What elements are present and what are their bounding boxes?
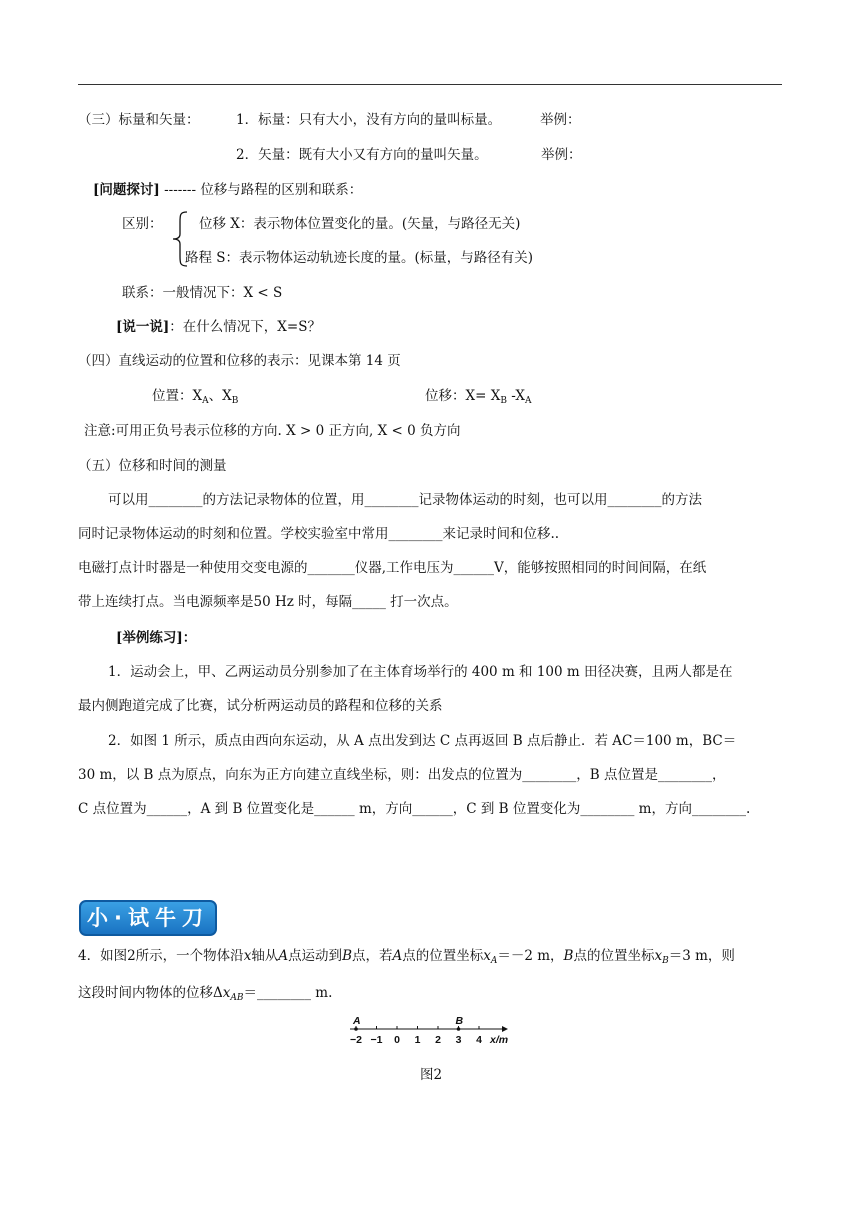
q4-var: x xyxy=(222,985,231,1001)
question2-line2: 30 m，以 B 点为原点，向东为正方向建立直线坐标，则：出发点的位置为________，B 点位置是________， xyxy=(78,767,726,783)
q4-var: B xyxy=(563,948,574,964)
q4-subscript: B xyxy=(662,956,669,966)
q4-text: ＝－2 m， xyxy=(497,948,564,964)
position-sep: 、X xyxy=(208,388,232,404)
measurement-paragraph-line2: 同时记录物体运动的时刻和位置。学校实验室中常用________来记录时间和位移.. xyxy=(78,526,560,542)
difference-label: 区别： xyxy=(122,216,163,232)
q4-text: 这段时间内物体的位移Δ xyxy=(78,985,223,1001)
axis-tick-label: 2 xyxy=(435,1034,441,1046)
section5-heading: （五）位移和时间的测量 xyxy=(78,458,227,474)
q4-var: x xyxy=(243,948,252,964)
q4-text: 点运动到 xyxy=(288,948,343,964)
point-b-dot xyxy=(457,1027,461,1031)
q4-text: 轴从 xyxy=(251,948,279,964)
figure-caption: 图2 xyxy=(420,1067,443,1083)
position-notation xyxy=(152,387,238,405)
problem-discussion xyxy=(93,181,362,199)
subscript-a: A xyxy=(202,396,209,406)
position-label: 位置：X xyxy=(152,388,203,404)
question2-line3: C 点位置为______，A 到 B 位置变化是______ m，方向______，C 到 B 位置变化为________ m，方向________. xyxy=(78,801,751,817)
displacement-notation xyxy=(425,387,531,405)
q4-text: 点的位置坐标 xyxy=(573,948,655,964)
question4-line1 xyxy=(78,947,735,965)
displacement-minus: -X xyxy=(506,388,525,404)
subscript-b: B xyxy=(500,396,507,406)
axis-unit-label: x/m xyxy=(490,1034,509,1046)
timer-paragraph-line2: 带上连续打点。当电源频率是50 Hz 时，每隔_____ 打一次点。 xyxy=(78,594,458,610)
point-a-label: A xyxy=(353,1016,361,1027)
displacement-label: 位移：X= X xyxy=(425,388,501,404)
subscript-a: A xyxy=(524,396,532,406)
axis-tick-label: −2 xyxy=(350,1034,362,1046)
question2-line1: 2．如图 1 所示，质点由西向东运动，从 A 点出发到达 C 点再返回 B 点后静止．若 AC＝100 m，BC＝ xyxy=(108,733,737,749)
say-tag: [说一说] xyxy=(116,319,170,335)
question4-line2 xyxy=(78,984,332,1002)
axis-tick-label: 0 xyxy=(394,1034,400,1046)
q4-var: A xyxy=(392,948,403,964)
displacement-definition: 位移 X：表示物体位置变化的量。(矢量，与路径无关) xyxy=(199,216,521,232)
problem-tag: [问题探讨] xyxy=(93,182,160,198)
q4-var: x xyxy=(483,948,491,964)
practice-tag: [举例练习]： xyxy=(116,630,197,646)
axis-tick-label: −1 xyxy=(370,1034,383,1046)
point-a-dot xyxy=(354,1027,358,1031)
q4-var: A xyxy=(278,948,289,964)
path-definition: 路程 S：表示物体运动轨迹长度的量。(标量，与路径有关) xyxy=(185,250,534,266)
axis-tick-label: 1 xyxy=(414,1034,421,1046)
problem-dashes: ------- xyxy=(164,182,197,198)
practice-banner: 小·试牛刀 xyxy=(79,900,217,936)
axis-arrow-icon xyxy=(502,1026,508,1032)
measurement-paragraph-line1: 可以用________的方法记录物体的位置，用________记录物体运动的时刻，也可以用________的方法 xyxy=(108,492,702,508)
axis-tick-label: 4 xyxy=(476,1034,482,1046)
problem-text: 位移与路程的区别和联系： xyxy=(200,182,363,198)
q4-var: x xyxy=(654,948,663,964)
say-text: ：在什么情况下，X=S？ xyxy=(169,319,321,335)
header-rule xyxy=(78,84,782,85)
q4-subscript: AB xyxy=(230,993,244,1003)
axis-tick-label: 3 xyxy=(455,1034,462,1046)
q4-text: ＝________ m. xyxy=(243,985,333,1001)
timer-paragraph-line1: 电磁打点计时器是一种使用交变电源的_______仪器,工作电压为______V，能够按照相同的时间间隔，在纸 xyxy=(78,560,707,576)
sign-note: 注意:可用正负号表示位移的方向. X > 0 正方向, X < 0 负方向 xyxy=(84,423,461,439)
subscript-b: B xyxy=(231,396,239,406)
point-b-label: B xyxy=(455,1016,464,1027)
vector-example: 举例： xyxy=(541,147,582,163)
scalar-example: 举例： xyxy=(540,112,581,128)
q4-subscript: A xyxy=(490,956,498,966)
q4-text: 4．如图2所示，一个物体沿 xyxy=(78,948,244,964)
q4-text: 点，若 xyxy=(351,948,393,964)
relation-text: 联系：一般情况下：X < S xyxy=(122,285,283,301)
q4-text: 点的位置坐标 xyxy=(402,948,484,964)
scalar-definition: 1．标量：只有大小，没有方向的量叫标量。 xyxy=(236,112,502,128)
q4-text: ＝3 m，则 xyxy=(668,948,735,964)
q4-var: B xyxy=(342,948,352,964)
vector-definition: 2．矢量：既有大小又有方向的量叫矢量。 xyxy=(236,147,488,163)
section3-heading: （三）标量和矢量： xyxy=(78,112,200,128)
question1-line1: 1．运动会上，甲、乙两运动员分别参加了在主体育场举行的 400 m 和 100 m 田径决赛，且两人都是在 xyxy=(108,664,733,680)
question1-line2: 最内侧跑道完成了比赛，试分析两运动员的路程和位移的关系 xyxy=(78,698,443,714)
section4-heading: （四）直线运动的位置和位移的表示：见课本第 14 页 xyxy=(78,353,401,369)
number-line-figure xyxy=(344,1016,514,1048)
say-prompt xyxy=(116,318,321,336)
